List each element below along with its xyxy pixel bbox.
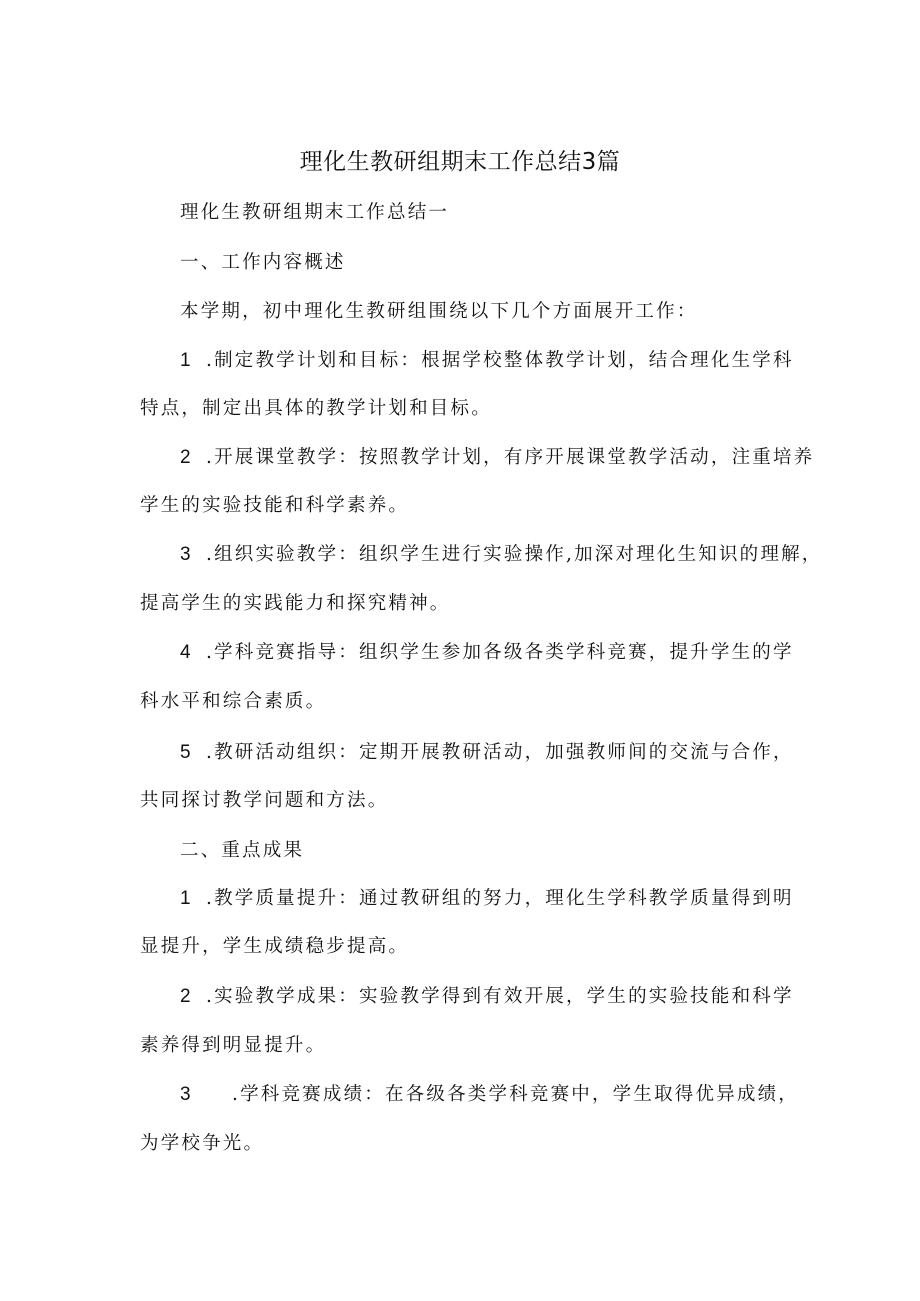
item-continuation: 学生的实验技能和科学素养。 [140, 495, 410, 516]
list-item [180, 445, 814, 471]
item-continuation: 科水平和综合素质。 [140, 691, 327, 712]
item-text: .教学质量提升：通过教研组的努力，理化生学科教学质量得到明 [206, 888, 794, 909]
item-text: .教研活动组织：定期开展教研活动，加强教师间的交流与合作， [206, 742, 794, 763]
item-number: 5 [180, 742, 191, 763]
item-text: .组织实验教学：组织学生进行实验操作,加深对理化生知识的理解， [206, 544, 823, 565]
item-continuation: 素养得到明显提升。 [140, 1035, 327, 1056]
item-number: 3 [180, 1084, 191, 1105]
list-item [180, 640, 794, 666]
item-text: .实验教学成果：实验教学得到有效开展，学生的实验技能和科学 [206, 986, 794, 1007]
item-text: .学科竞赛成绩：在各级各类学科竞赛中，学生取得优异成绩， [232, 1084, 799, 1105]
item-continuation: 为学校争光。 [140, 1133, 265, 1154]
document-subtitle: 理化生教研组期末工作总结一 [180, 202, 450, 223]
list-item [180, 984, 794, 1010]
list-item [180, 1082, 799, 1108]
item-continuation: 显提升，学生成绩稳步提高。 [140, 936, 410, 957]
item-continuation: 提高学生的实践能力和探究精神。 [140, 593, 451, 614]
item-number: 4 [180, 642, 191, 663]
list-item [180, 542, 822, 568]
item-continuation: 共同探讨教学问题和方法。 [140, 790, 389, 811]
section-heading-results: 二、重点成果 [180, 840, 305, 861]
document-title: 理化生教研组期末工作总结3篇 [299, 149, 621, 175]
item-text: .学科竞赛指导：组织学生参加各级各类学科竞赛，提升学生的学 [206, 642, 794, 663]
list-item [180, 886, 794, 912]
intro-paragraph: 本学期，初中理化生教研组围绕以下几个方面展开工作： [180, 301, 698, 322]
list-item [180, 348, 794, 374]
section-heading-overview: 一、工作内容概述 [180, 252, 346, 273]
item-number: 1 [180, 888, 191, 909]
item-number: 3 [180, 544, 191, 565]
item-continuation: 特点，制定出具体的教学计划和目标。 [140, 398, 492, 419]
list-item [180, 740, 794, 766]
item-number: 2 [180, 447, 191, 468]
item-number: 2 [180, 986, 191, 1007]
item-number: 1 [180, 350, 191, 371]
item-text: .开展课堂教学：按照教学计划，有序开展课堂教学活动，注重培养 [206, 447, 815, 468]
item-text: .制定教学计划和目标：根据学校整体教学计划，结合理化生学科 [206, 350, 794, 371]
